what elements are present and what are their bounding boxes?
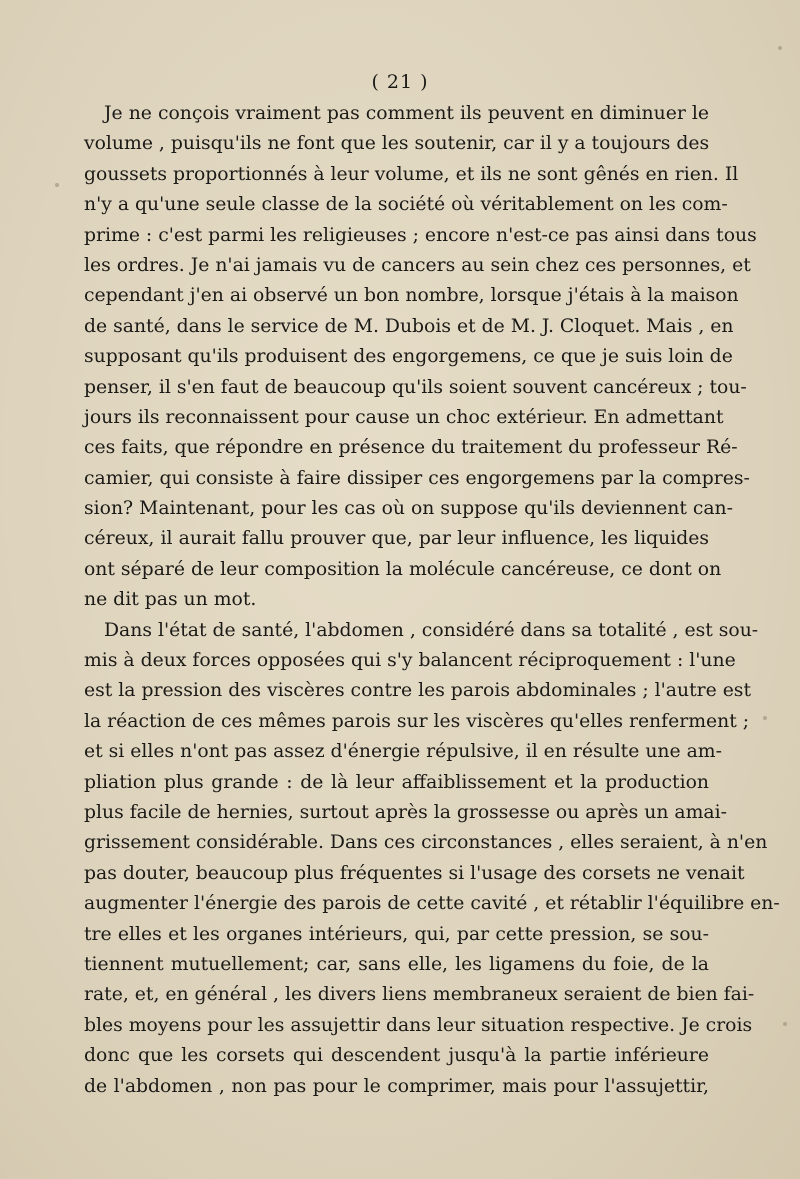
text-line: prime : c'est parmi les religieuses ; encore n'est-ce pas ainsi dans tous bbox=[84, 224, 757, 246]
body-text bbox=[84, 99, 780, 1102]
text-line: et si elles n'ont pas assez d'énergie répulsive, il en résulte une am- bbox=[84, 741, 722, 763]
text-line: de l'abdomen , non pas pour le comprimer, mais pour l'assujettir, bbox=[84, 1075, 709, 1097]
text-line: augmenter l'énergie des parois de cette cavité , et rétablir l'équilibre en- bbox=[84, 893, 780, 915]
text-line: rate, et, en général , les divers liens membraneux seraient de bien fai- bbox=[84, 984, 755, 1006]
page-number: ( 21 ) bbox=[371, 71, 429, 93]
text-line: cependant j'en ai observé un bon nombre, lorsque j'étais à la maison bbox=[84, 285, 739, 307]
text-line: ont séparé de leur composition la molécule cancéreuse, ce dont on bbox=[84, 558, 722, 580]
text-line: de santé, dans le service de M. Dubois et de M. J. Cloquet. Mais , en bbox=[84, 315, 734, 337]
text-line: goussets proportionnés à leur volume, et ils ne sont gênés en rien. Il bbox=[84, 163, 739, 185]
paper-speck bbox=[763, 716, 767, 720]
text-line: tre elles et les organes intérieurs, qui, par cette pression, se sou- bbox=[84, 923, 709, 945]
text-line: pas douter, beaucoup plus fréquentes si l'usage des corsets ne venait bbox=[84, 862, 745, 884]
text-line: camier, qui consiste à faire dissiper ces engorgemens par la compres- bbox=[84, 467, 750, 489]
text-line: donc que les corsets qui descendent jusqu'à la partie inférieure bbox=[84, 1045, 709, 1067]
text-line: jours ils reconnaissent pour cause un choc extérieur. En admettant bbox=[84, 406, 724, 428]
text-line: céreux, il aurait fallu prouver que, par leur influence, les liquides bbox=[84, 528, 709, 550]
text-line: mis à deux forces opposées qui s'y balancent réciproquement : l'une bbox=[84, 650, 736, 672]
text-line: la réaction de ces mêmes parois sur les viscères qu'elles renferment ; bbox=[84, 710, 750, 732]
text-line: Je ne conçois vraiment pas comment ils peuvent en diminuer le bbox=[104, 103, 709, 124]
text-line: est la pression des viscères contre les parois abdominales ; l'autre est bbox=[84, 680, 751, 702]
text-line: bles moyens pour les assujettir dans leur situation respective. Je crois bbox=[84, 1014, 753, 1036]
text-line: les ordres. Je n'ai jamais vu de cancers au sein chez ces personnes, et bbox=[84, 254, 751, 276]
paper-speck bbox=[778, 46, 782, 50]
text-line: Dans l'état de santé, l'abdomen , considéré dans sa totalité , est sou- bbox=[104, 619, 759, 641]
text-line: sion? Maintenant, pour les cas où on suppose qu'ils deviennent can- bbox=[84, 498, 733, 520]
text-line: tiennent mutuellement; car, sans elle, les ligamens du foie, de la bbox=[84, 953, 709, 975]
text-line: grissement considérable. Dans ces circonstances , elles seraient, à n'en bbox=[84, 832, 768, 854]
paper-speck bbox=[783, 1022, 787, 1026]
text-line: supposant qu'ils produisent des engorgemens, ce que je suis loin de bbox=[84, 346, 733, 368]
text-line: n'y a qu'une seule classe de la société où véritablement on les com- bbox=[84, 194, 728, 216]
text-line: ne dit pas un mot. bbox=[84, 589, 257, 611]
text-line: ces faits, que répondre en présence du traitement du professeur Ré- bbox=[84, 437, 738, 459]
text-line: penser, il s'en faut de beaucoup qu'ils soient souvent cancéreux ; tou- bbox=[84, 376, 747, 398]
paper-speck bbox=[55, 183, 59, 187]
text-line: plus facile de hernies, surtout après la grossesse ou après un amai- bbox=[84, 801, 727, 823]
text-line: volume , puisqu'ils ne font que les soutenir, car il y a toujours des bbox=[84, 133, 710, 155]
text-line: pliation plus grande : de là leur affaiblissement et la production bbox=[84, 771, 709, 793]
